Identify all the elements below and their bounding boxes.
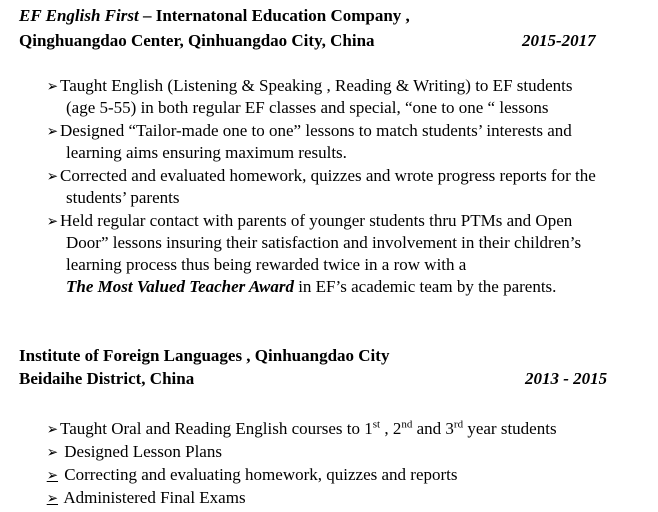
job1-bullet-1-line-1: Taught English (Listening & Speaking , Reading & Writing) to EF students [60, 76, 573, 95]
arrowhead-bullet-icon: ➢ [46, 214, 59, 230]
job1-company-line [19, 6, 410, 26]
job1-bullet-2 [46, 121, 572, 142]
job1-bullet-1-line-2: (age 5-55) in both regular EF classes and special, “one to one “ lessons [66, 98, 549, 117]
job1-bullet-3-line-2: students’ parents [66, 188, 180, 207]
job1-bullet-1 [46, 76, 573, 97]
job1-bullet-4-line-4 [66, 277, 556, 297]
job1-bullet-4 [46, 211, 572, 232]
award-suffix: in EF’s academic team by the parents. [293, 277, 557, 296]
job2-bullet-1 [46, 419, 557, 440]
job2-bullet-1-suffix: year students [463, 419, 557, 438]
job1-bullet-2-line-1: Designed “Tailor-made one to one” lessons to match students’ interests and [60, 121, 572, 140]
arrowhead-bullet-icon: ➢ [46, 169, 59, 185]
job1-location: Qinghuangdao Center, Qinhuangdao City, China [19, 31, 375, 50]
job1-dates: 2015-2017 [522, 31, 596, 50]
job2-company: Institute of Foreign Languages , Qinhuangdao City [19, 346, 390, 365]
arrowhead-bullet-icon: ➢ [46, 445, 59, 461]
job2-bullet-1-mid-1: , 2 [380, 419, 402, 438]
job2-bullet-1-sup-3: rd [453, 418, 464, 431]
arrowhead-bullet-icon: ➢ [46, 124, 59, 140]
job1-bullet-3-line-1: Corrected and evaluated homework, quizzes and wrote progress reports for the [60, 166, 596, 185]
job1-bullet-4-line-3: learning process thus being rewarded twice in a row with a [66, 255, 467, 274]
job2-bullet-3-text: Correcting and evaluating homework, quizzes and reports [64, 465, 458, 484]
arrowhead-bullet-icon: ➢ [46, 422, 59, 438]
job2-bullet-1-sup-1: st [372, 418, 381, 431]
job2-bullet-2-text: Designed Lesson Plans [64, 442, 222, 461]
job2-bullet-1-prefix: Taught Oral and Reading English courses to 1 [60, 419, 373, 438]
arrowhead-bullet-icon: ➢ [46, 468, 59, 484]
arrowhead-bullet-icon: ➢ [46, 491, 59, 507]
job1-bullet-4-line-2: Door” lessons insuring their satisfaction and involvement in their children’s [66, 233, 582, 252]
job1-company-name: EF English First [19, 6, 139, 25]
arrowhead-bullet-icon: ➢ [46, 79, 59, 95]
job2-location: Beidaihe District, China [19, 369, 195, 388]
job2-bullet-4 [46, 488, 246, 509]
job1-bullet-2-line-2: learning aims ensuring maximum results. [66, 143, 347, 162]
job1-bullet-3 [46, 166, 596, 187]
job1-bullet-4-line-1: Held regular contact with parents of younger students thru PTMs and Open [60, 211, 573, 230]
job2-dates: 2013 - 2015 [525, 369, 608, 388]
award-name: The Most Valued Teacher Award [66, 277, 294, 296]
job1-company-description: – Internatonal Education Company , [138, 6, 410, 25]
job2-bullet-2 [46, 442, 222, 463]
job2-bullet-4-text: Administered Final Exams [63, 488, 246, 507]
job2-bullet-1-mid-2: and 3 [412, 419, 454, 438]
job2-bullet-3 [46, 465, 457, 486]
job2-bullet-1-sup-2: nd [401, 418, 413, 431]
